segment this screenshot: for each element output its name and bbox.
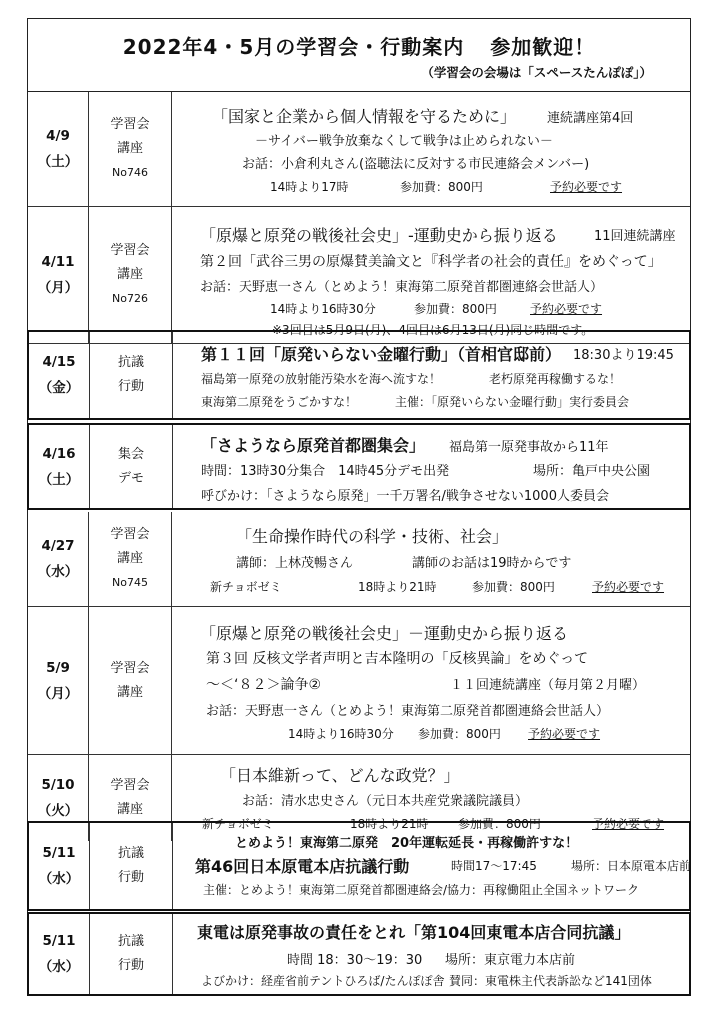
schedule-sheet [27, 18, 691, 996]
event-row [28, 607, 690, 755]
event-date-cell [28, 512, 88, 606]
event-speaker: 講師：上林茂暢さん [236, 556, 354, 571]
event-row [27, 423, 691, 510]
event-organizer: 主催：とめよう！東海第二原発首都圏連絡会/協力：再稼働阻止全国ネットワーク [203, 883, 640, 897]
event-row [27, 912, 691, 996]
page-title [28, 31, 690, 60]
event-time: 時間 18：30～19：30 [287, 953, 423, 968]
event-date: 4/11 [41, 254, 75, 270]
event-date: 5/11 [42, 933, 76, 949]
event-type: 学習会 [110, 527, 150, 542]
event-date: 5/9 [46, 659, 70, 676]
event-subtitle: －サイバー戦争放棄なくして戦争は止められない－ [255, 134, 553, 149]
event-details [173, 914, 689, 994]
event-type-sub: 講座 [116, 684, 143, 700]
event-time: 14時より17時 [270, 180, 349, 194]
event-day: （月） [37, 280, 79, 296]
event-type: 学習会 [110, 778, 150, 793]
event-time: 14時より16時30分 [270, 302, 376, 316]
event-day: （金） [38, 380, 80, 396]
event-row [28, 92, 690, 207]
event-type-cell [89, 914, 173, 994]
event-type-sub: 行動 [117, 870, 144, 885]
event-title: 「国家と企業から個人情報を守るために」 [212, 107, 517, 126]
event-fee: 参加費：800円 [458, 817, 541, 831]
event-time: 時間17～17:45 [451, 859, 537, 873]
event-date-cell [29, 425, 89, 508]
event-venue: 新チョボゼミ [202, 817, 274, 831]
event-type: 抗議 [117, 934, 144, 949]
event-type: 学習会 [110, 660, 150, 676]
event-day: （土） [38, 471, 80, 488]
event-subtitle: 第３回 反核文学者声明と吉本隆明の「反核異論」をめぐって [206, 651, 589, 667]
event-time: 18時より21時 [358, 580, 437, 594]
event-row [27, 821, 691, 911]
event-place: 場所：東京電力本店前 [445, 953, 576, 968]
event-type: 集会 [117, 446, 144, 462]
event-speaker: お話：天野恵一さん（とめよう！東海第二原発首都圏連絡会世話人） [200, 280, 604, 295]
event-title: 東電は原発事故の責任をとれ「第104回東電本店合同抗議」 [197, 923, 631, 942]
event-title: 第１１回「原発いらない金曜行動」（首相官邸前） [201, 345, 562, 364]
event-title: 「日本維新って、どんな政党？」 [220, 766, 460, 785]
event-title: 「生命操作時代の科学・技術、社会」 [236, 527, 509, 546]
event-organizer: 呼びかけ：「さようなら原発」一千万署名/戦争させない1000人委員会 [201, 489, 609, 504]
event-row [27, 330, 691, 420]
event-reservation: 予約必要です [592, 580, 665, 594]
event-subtitle: 第２回「武谷三男の原爆賛美論文と『科学者の社会的責任』をめぐって」 [200, 254, 662, 270]
event-type-cell [88, 512, 172, 606]
event-details [172, 92, 690, 206]
event-title: 「原爆と原発の戦後社会史」－運動史から振り返る [200, 624, 569, 643]
event-venue: 新チョボゼミ [210, 580, 282, 594]
event-day: （水） [38, 871, 80, 887]
event-date-cell [28, 92, 88, 206]
event-time: 18時より21時 [350, 817, 429, 831]
event-day: （月） [37, 685, 79, 702]
event-date: 4/15 [42, 354, 76, 370]
event-details [173, 823, 692, 909]
event-type-sub: 講座 [116, 802, 143, 817]
header [28, 19, 690, 92]
title-welcome: 参加歓迎！ [490, 35, 596, 59]
event-day: （水） [38, 959, 80, 975]
event-number: No726 [112, 292, 148, 305]
event-date: 5/11 [42, 845, 76, 861]
event-time: 14時より16時30分 [288, 727, 394, 741]
event-date-cell [28, 207, 88, 343]
event-speaker: お話：小倉利丸さん(盗聴法に反対する市民連絡会メンバー) [242, 157, 590, 172]
event-type-cell [88, 92, 172, 206]
event-row [28, 207, 690, 344]
event-day: （火） [37, 803, 79, 819]
event-type-sub: 行動 [117, 958, 144, 973]
event-time: 18:30より19:45 [573, 348, 674, 363]
event-fee: 参加費：800円 [418, 727, 501, 741]
event-type-cell [88, 607, 172, 754]
event-number: No745 [112, 576, 148, 589]
title-main: 2022年4・5月の学習会・行動案内 [122, 35, 465, 59]
event-type-sub: 講座 [116, 551, 143, 566]
event-type-cell [89, 425, 173, 508]
event-date-cell [29, 914, 89, 994]
event-time: 時間：13時30分集合 14時45分デモ出発 [201, 464, 450, 479]
event-fee: 参加費：800円 [414, 302, 497, 316]
event-organizer: よびかけ：経産省前テントひろば/たんぽぽ舎 [201, 974, 445, 988]
event-type-sub: デモ [117, 470, 144, 486]
event-slogan: 東海第二原発をうごかすな！ [201, 395, 358, 409]
event-type-sub: 講座 [116, 267, 143, 282]
event-title: 第46回日本原電本店抗議行動 [195, 857, 410, 876]
event-details [173, 332, 689, 418]
event-date-cell [28, 607, 88, 754]
event-reservation: 予約必要です [530, 302, 603, 316]
event-headline: とめよう！東海第二原発 20年運転延長・再稼働許すな！ [235, 836, 579, 851]
event-slogan: 福島第一原発の放射能汚染水を海へ流すな！ [201, 372, 442, 386]
event-date: 5/10 [41, 777, 75, 793]
event-speaker: お話：清水忠史さん（元日本共産党衆議院議員） [242, 794, 529, 809]
event-type-cell [89, 332, 173, 418]
event-speaker-note: 講師のお話は19時からです [412, 556, 572, 571]
event-day: （土） [37, 154, 79, 170]
event-date: 4/9 [46, 128, 70, 144]
event-reservation: 予約必要です [550, 180, 623, 194]
event-details [173, 425, 689, 508]
event-slogan: 老朽原発再稼働するな！ [489, 372, 622, 386]
event-details [172, 607, 690, 754]
event-supporters: 賛同：東電株主代表訴訟など141団体 [449, 974, 652, 988]
event-type-sub: 行動 [117, 379, 144, 394]
event-type-cell [88, 207, 172, 343]
event-type-cell [89, 823, 173, 909]
event-date: 4/16 [42, 445, 76, 462]
event-organizer: 主催：「原発いらない金曜行動」実行委員会 [395, 395, 630, 409]
event-reservation: 予約必要です [528, 727, 601, 741]
event-series: １１回連続講座（毎月第２月曜） [450, 678, 646, 693]
event-speaker: お話：天野恵一さん（とめよう！東海第二原発首都圏連絡会世話人） [206, 704, 610, 719]
event-day: （水） [37, 564, 79, 580]
event-date-cell [29, 823, 89, 909]
event-date-cell [29, 332, 89, 418]
event-subtitle: 福島第一原発事故から11年 [449, 440, 609, 455]
event-fee: 参加費：800円 [472, 580, 555, 594]
event-type: 抗議 [117, 355, 144, 370]
event-series: 連続講座第4回 [547, 111, 634, 126]
event-place: 場所：亀戸中央公園 [533, 464, 651, 479]
event-subtitle-cont: ～＜‘８２＞論争② [206, 677, 322, 693]
event-note: ※3回目は5月9日(月)、4回目は6月13日(月)同じ時間です。 [272, 323, 594, 337]
event-details [172, 512, 690, 606]
venue-note: （学習会の会場は「スペースたんぽぽ」） [421, 65, 652, 80]
event-place: 場所：日本原電本店前 [571, 859, 692, 873]
event-number: No746 [112, 166, 148, 179]
event-type: 学習会 [110, 243, 150, 258]
event-row [28, 512, 690, 607]
event-details [172, 207, 690, 343]
event-type: 抗議 [117, 846, 144, 861]
event-type-sub: 講座 [116, 141, 143, 156]
event-title: 「さようなら原発首都圏集会」 [201, 436, 426, 455]
event-series: 11回連続講座 [594, 229, 676, 244]
event-fee: 参加費：800円 [400, 180, 483, 194]
event-reservation: 予約必要です [592, 817, 665, 831]
event-type: 学習会 [110, 117, 150, 132]
event-date: 4/27 [41, 538, 75, 554]
event-title: 「原爆と原発の戦後社会史」‐運動史から振り返る [200, 226, 558, 245]
